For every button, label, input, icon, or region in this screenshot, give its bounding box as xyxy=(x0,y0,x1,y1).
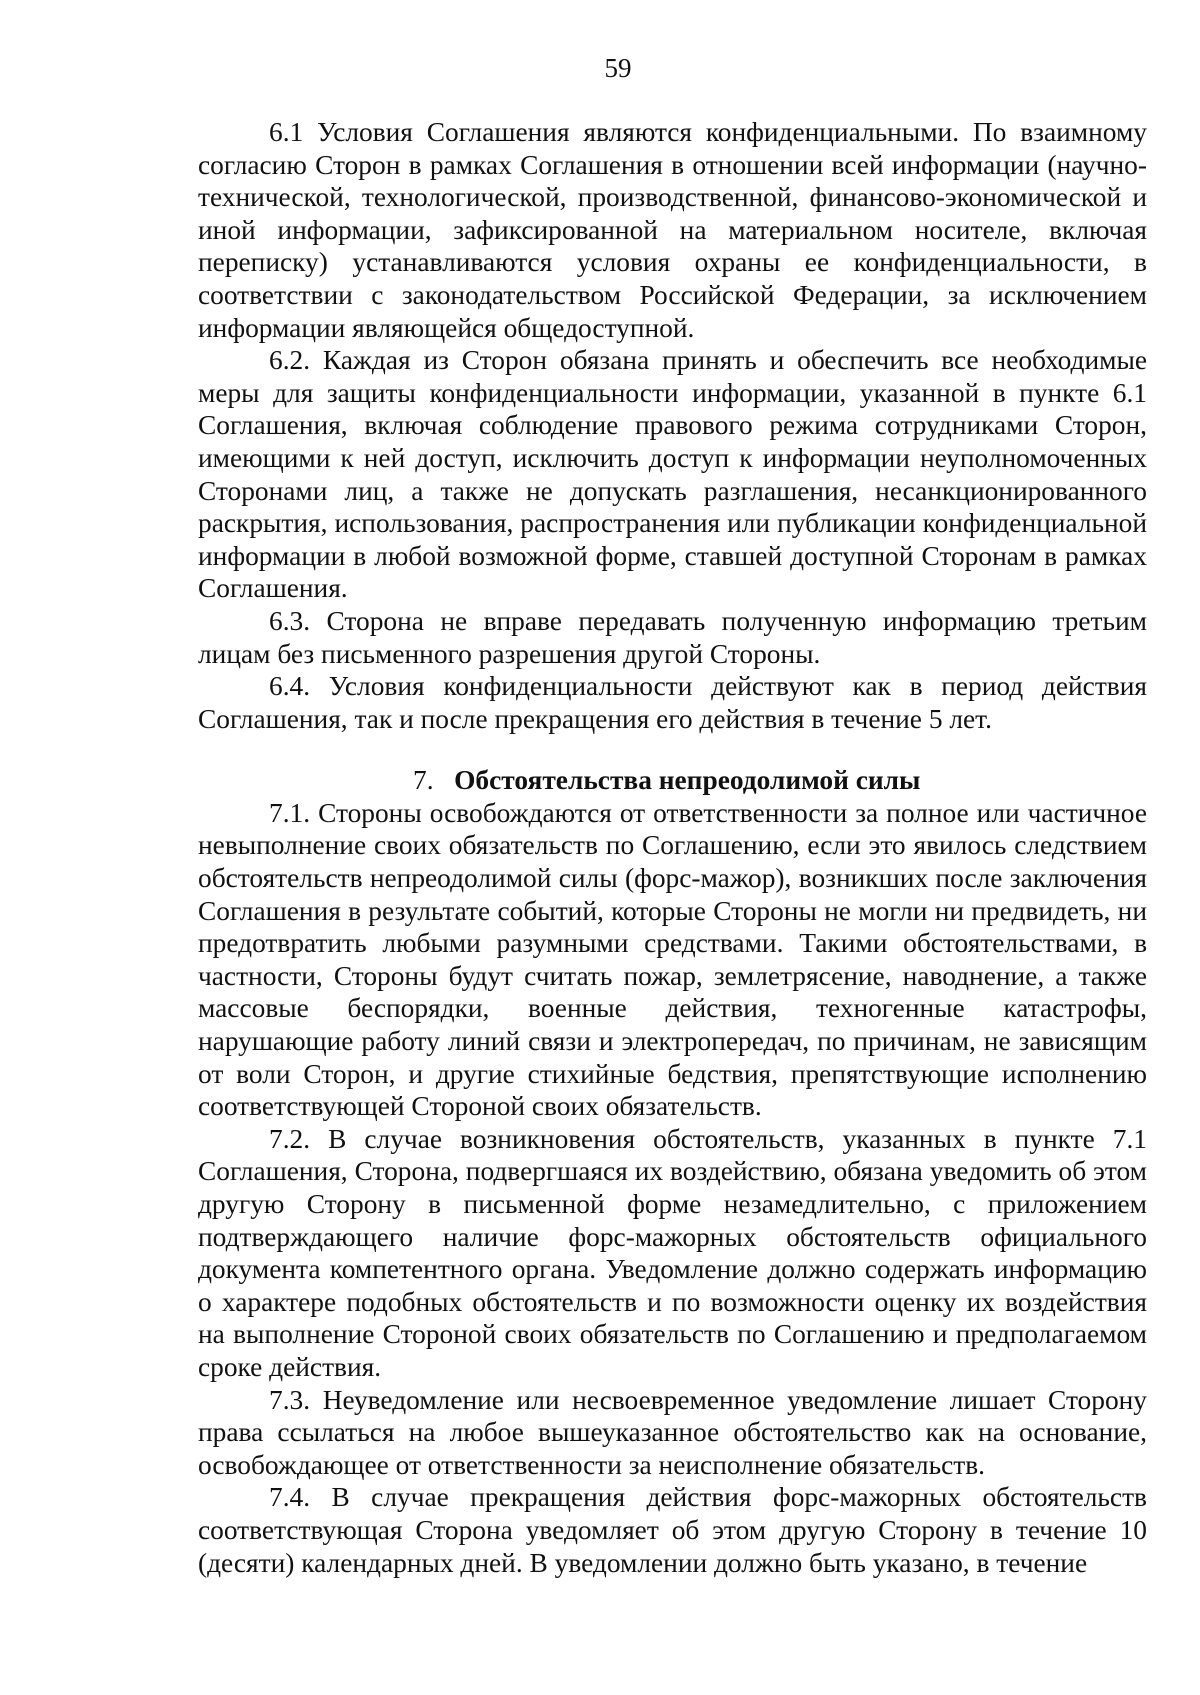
section-title: Обстоятельства непреодолимой силы xyxy=(454,765,921,796)
page-number: 59 xyxy=(604,53,632,83)
paragraph-6-1: 6.1 Условия Соглашения являются конфиденциальными. По взаимному согласию Сторон в рамках Соглашения в отношении всей информации (научно-технической, технологической, производственной, финансово-экономической и иной информации, зафиксированной на материальном носителе, включая переписку) устанавливаются условия охраны ее конфиденциальности, в соответствии с законодательством Российской Федерации, за исключением информации являющейся общедоступной. xyxy=(198,117,1147,343)
section-heading-7 xyxy=(198,764,1147,797)
paragraph-7-2: 7.2. В случае возникновения обстоятельств, указанных в пункте 7.1 Соглашения, Сторона, подвергшаяся их воздействию, обязана уведомить об этом другую Сторону в письменной форме незамедлительно, с приложением подтверждающего наличие форс-мажорных обстоятельств официального документа компетентного органа. Уведомление должно содержать информацию о характере подобных обстоятельств и по возможности оценку их воздействия на выполнение Стороной своих обязательств по Соглашению и предполагаемом сроке действия. xyxy=(198,1123,1147,1382)
paragraph-7-3: 7.3. Неуведомление или несвоевременное уведомление лишает Сторону права ссылаться на любое вышеуказанное обстоятельство как на основание, освобождающее от ответственности за неисполнение обязательств. xyxy=(198,1384,1147,1480)
paragraph-6-2: 6.2. Каждая из Сторон обязана принять и обеспечить все необходимые меры для защиты конфиденциальности информации, указанной в пункте 6.1 Соглашения, включая соблюдение правового режима сотрудниками Сторон, имеющими к ней доступ, исключить доступ к информации неуполномоченных Сторонами лиц, а также не допускать разглашения, несанкционированного раскрытия, использования, распространения или публикации конфиденциальной информации в любой возможной форме, ставшей доступной Сторонам в рамках Соглашения. xyxy=(198,345,1147,604)
paragraph-6-4: 6.4. Условия конфиденциальности действуют как в период действия Соглашения, так и после прекращения его действия в течение 5 лет. xyxy=(198,671,1147,734)
paragraph-7-1: 7.1. Стороны освобождаются от ответственности за полное или частичное невыполнение своих обязательств по Соглашению, если это явилось следствием обстоятельств непреодолимой силы (форс-мажор), возникших после заключения Соглашения в результате событий, которые Стороны не могли ни предвидеть, ни предотвратить любыми разумными средствами. Такими обстоятельствами, в частности, Стороны будут считать пожар, землетрясение, наводнение, а также массовые беспорядки, военные действия, техногенные катастрофы, нарушающие работу линий связи и электропередач, по причинам, не зависящим от воли Сторон, и другие стихийные бедствия, препятствующие исполнению соответствующей Стороной своих обязательств. xyxy=(198,797,1147,1122)
paragraph-7-4: 7.4. В случае прекращения действия форс-мажорных обстоятельств соответствующая Сторона уведомляет об этом другую Сторону в течение 10 (десяти) календарных дней. В уведомлении должно быть указано, в течение xyxy=(198,1482,1147,1578)
section-number: 7. xyxy=(413,765,434,796)
document-body xyxy=(198,116,1147,1579)
paragraph-6-3: 6.3. Сторона не вправе передавать полученную информацию третьим лицам без письменного разрешения другой Стороны. xyxy=(198,605,1147,669)
